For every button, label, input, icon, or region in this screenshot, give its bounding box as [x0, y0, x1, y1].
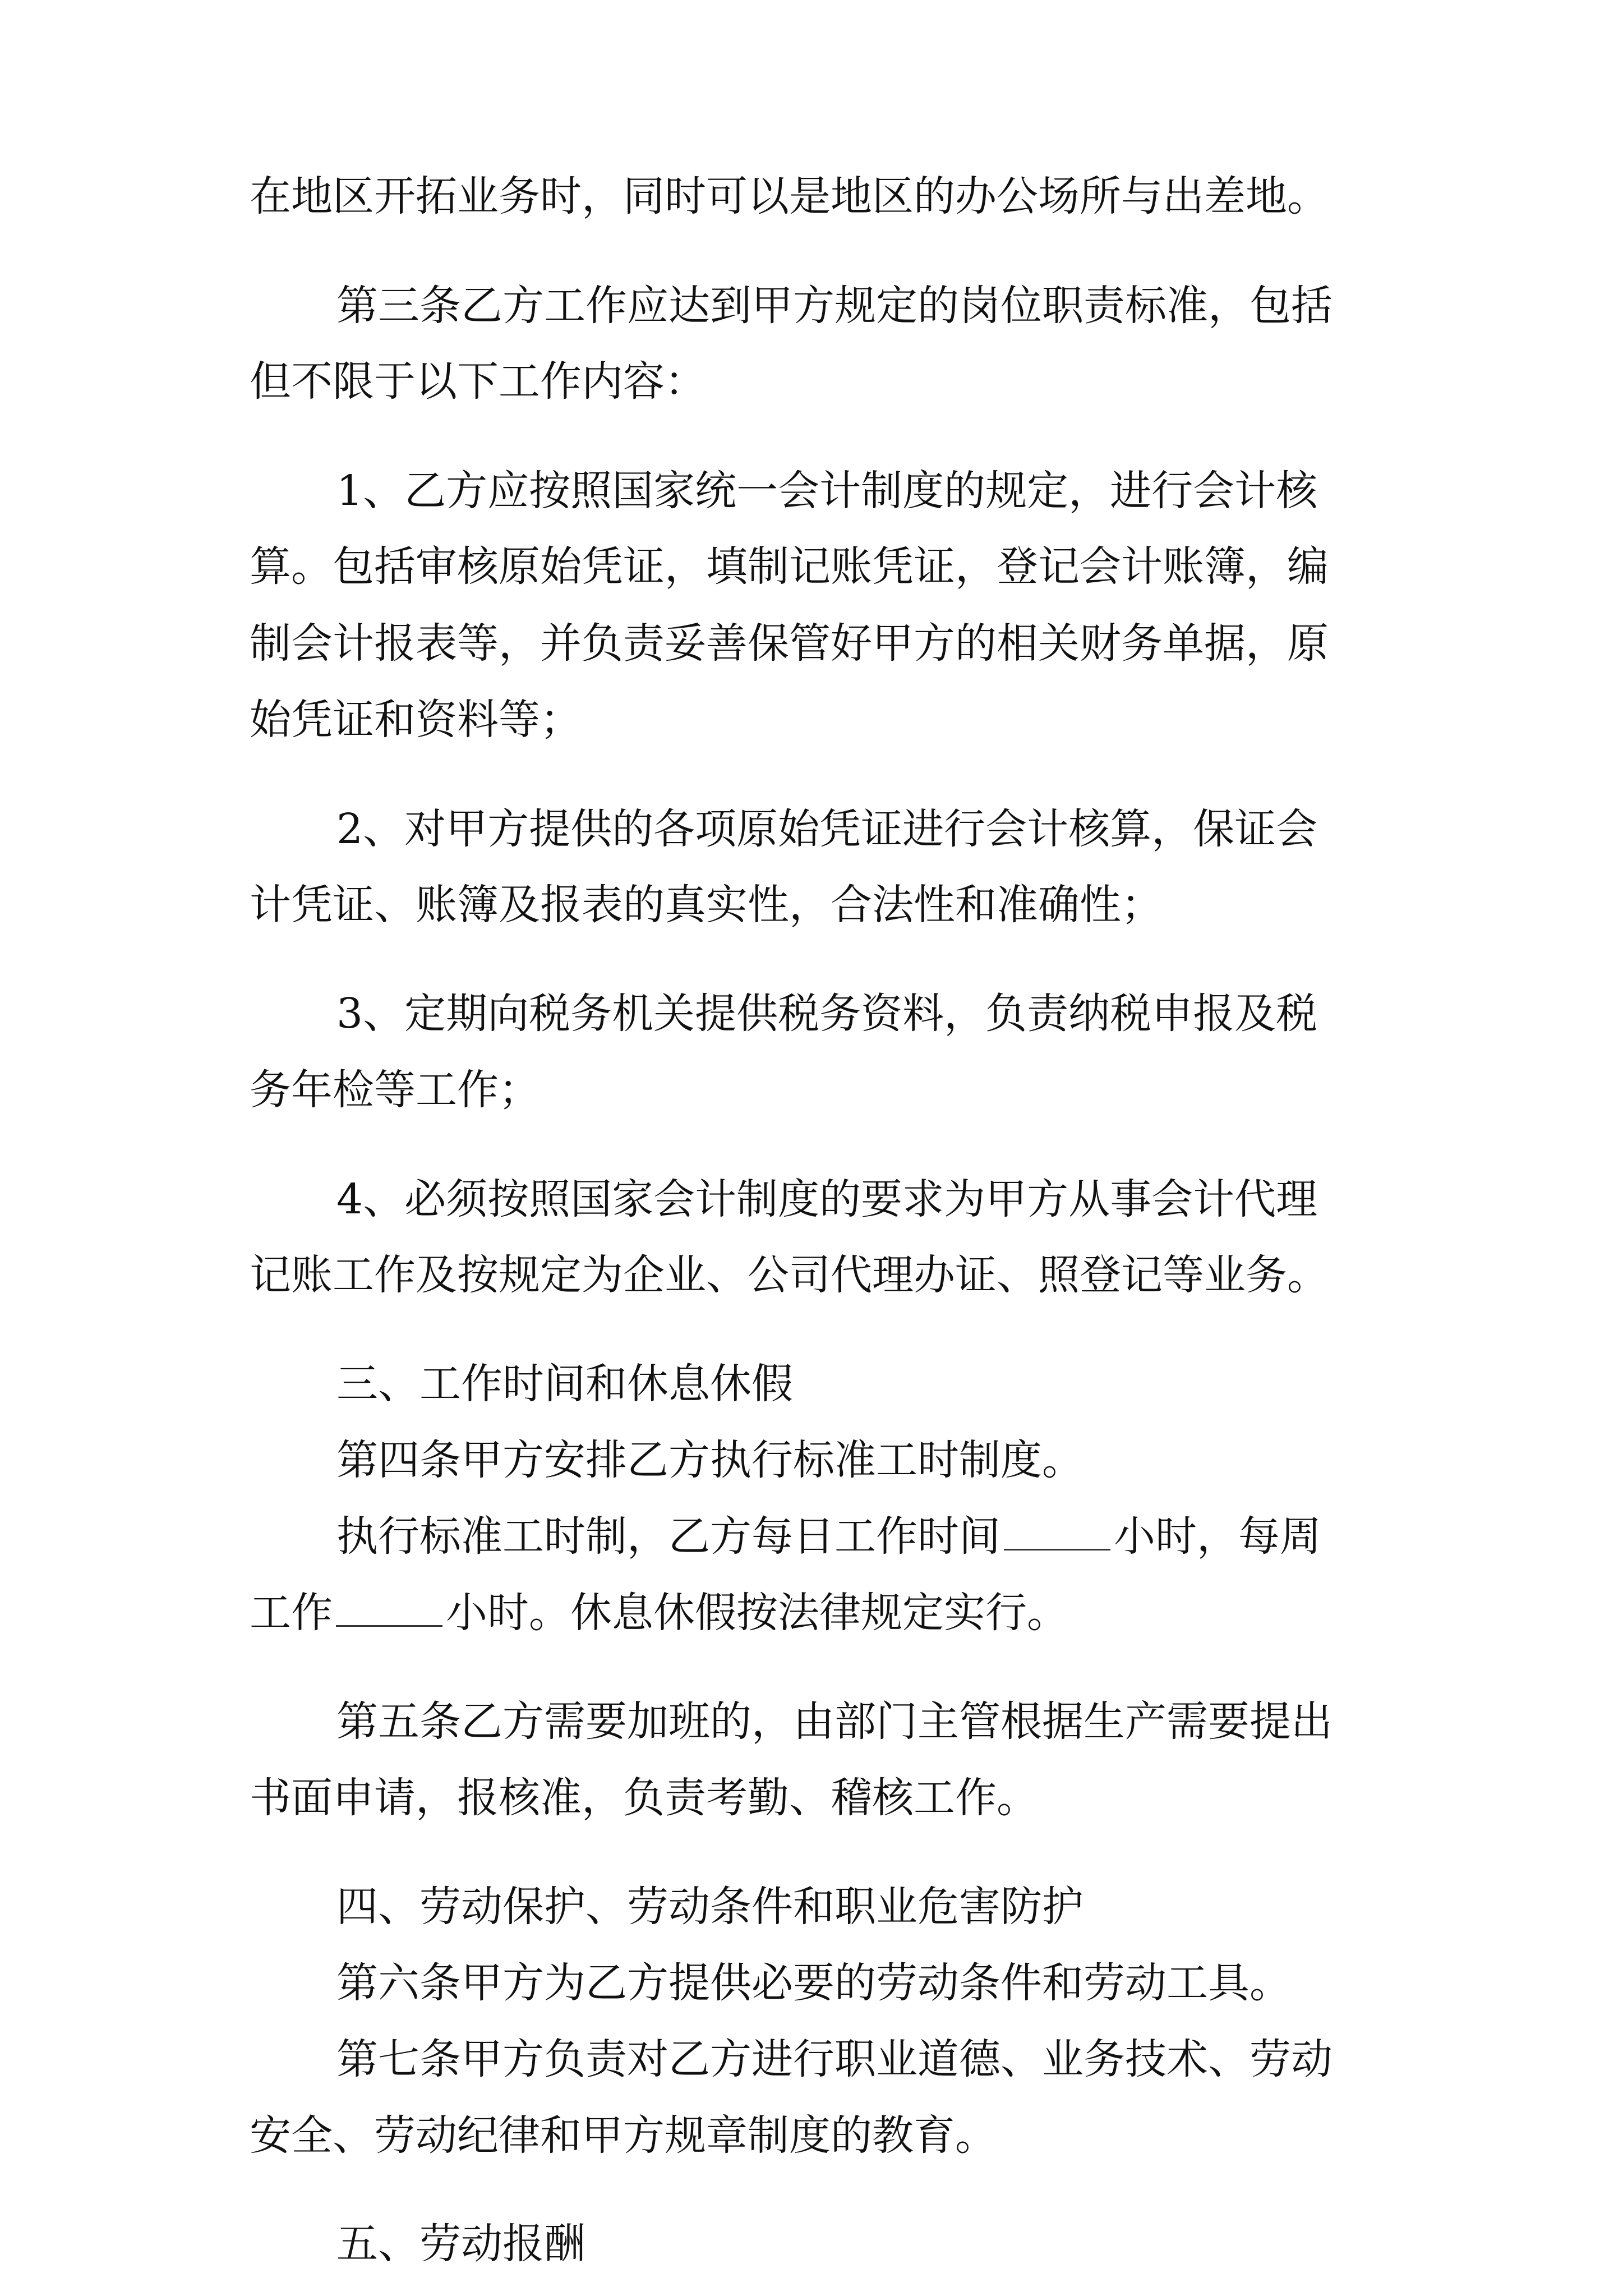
weekly-hours-blank [336, 1584, 442, 1627]
text-line-17 [250, 1576, 1068, 1649]
text-line-16-part-a: 执行标准工时制，乙方每日工作时间 [336, 1512, 1000, 1561]
text-line-13: 记账工作及按规定为企业、公司代理办证、照登记等业务。 [250, 1251, 1329, 1299]
text-line-8: 2、对甲方提供的各项原始凭证进行会计核算，保证会 [336, 805, 1318, 853]
text-line-16 [336, 1500, 1321, 1573]
text-line-23: 安全、劳动纪律和甲方规章制度的教育。 [250, 2111, 997, 2160]
text-line-18: 第五条乙方需要加班的，由部门主管根据生产需要提出 [336, 1697, 1332, 1746]
daily-hours-blank [1004, 1507, 1110, 1550]
text-line-16-part-b: 小时，每周 [1114, 1512, 1321, 1561]
section-heading-5: 五、劳动报酬 [336, 2220, 585, 2268]
text-line-4: 1、乙方应按照国家统一会计制度的规定，进行会计核 [336, 467, 1318, 515]
text-line-6: 制会计报表等，并负责妥善保管好甲方的相关财务单据，原 [250, 619, 1329, 668]
text-line-19: 书面申请，报核准，负责考勤、稽核工作。 [250, 1774, 1038, 1822]
text-line-9: 计凭证、账簿及报表的真实性，合法性和准确性； [250, 881, 1163, 929]
text-line-11: 务年检等工作； [250, 1066, 540, 1114]
text-line-12: 4、必须按照国家会计制度的要求为甲方从事会计代理 [336, 1175, 1318, 1223]
text-line-5: 算。包括审核原始凭证，填制记账凭证，登记会计账簿，编 [250, 542, 1329, 591]
text-line-7: 始凭证和资料等； [250, 696, 582, 744]
text-line-10: 3、定期向税务机关提供税务资料，负责纳税申报及税 [336, 990, 1318, 1038]
section-heading-4: 四、劳动保护、劳动条件和职业危害防护 [336, 1883, 1083, 1931]
text-line-17-part-b: 小时。休息休假按法律规定实行。 [446, 1589, 1068, 1637]
text-line-2: 第三条乙方工作应达到甲方规定的岗位职责标准，包括 [336, 282, 1332, 330]
text-line-21: 第六条甲方为乙方提供必要的劳动条件和劳动工具。 [336, 1959, 1291, 2007]
section-heading-3: 三、工作时间和休息休假 [336, 1360, 793, 1408]
text-line-15: 第四条甲方安排乙方执行标准工时制度。 [336, 1436, 1083, 1484]
text-line-3: 但不限于以下工作内容： [250, 357, 706, 406]
text-line-17-part-a: 工作 [250, 1589, 333, 1637]
text-line-1: 在地区开拓业务时，同时可以是地区的办公场所与出差地。 [250, 172, 1329, 220]
text-line-22: 第七条甲方负责对乙方进行职业道德、业务技术、劳动 [336, 2035, 1332, 2083]
